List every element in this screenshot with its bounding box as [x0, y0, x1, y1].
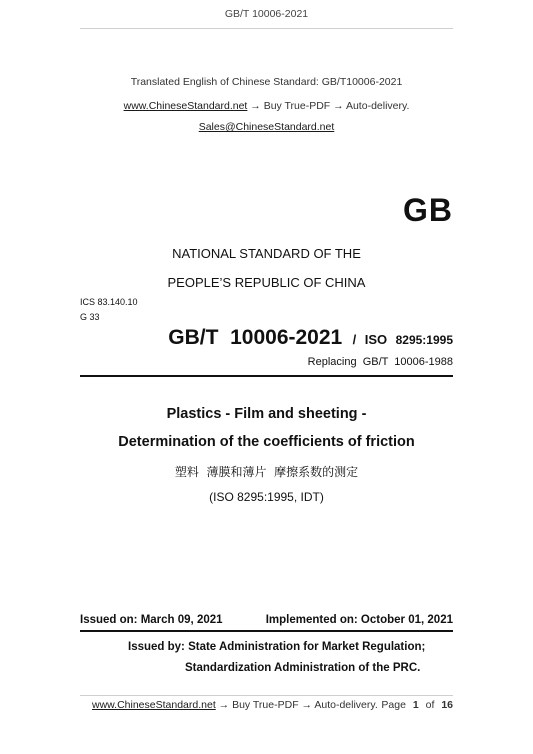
iso-equivalence: (ISO 8295:1995, IDT) [209, 490, 324, 504]
issued-date: Issued on: March 09, 2021 [80, 614, 223, 626]
page-current: 1 [412, 699, 419, 711]
replacing-note: Replacing GB/T 10006-1988 [307, 356, 453, 368]
running-header: GB/T 10006-2021 [224, 8, 309, 20]
dates-divider [80, 630, 453, 632]
iso-prefix: ISO [364, 332, 388, 347]
title-divider [80, 375, 453, 377]
site-link[interactable]: www.ChineseStandard.net [123, 100, 248, 112]
title-chinese: 塑料 薄膜和薄片 摩擦系数的测定 [174, 465, 359, 479]
title-line-1: Plastics - Film and sheeting - [166, 406, 367, 422]
footer-site-link[interactable]: www.ChineseStandard.net [92, 699, 216, 711]
national-line-2: PEOPLE’S REPUBLIC OF CHINA [167, 275, 366, 290]
national-line-1: NATIONAL STANDARD OF THE [172, 246, 361, 261]
standard-number-line [168, 326, 453, 350]
page-total: 16 [441, 699, 453, 711]
gb-logo: GB [403, 192, 453, 228]
slash: / [352, 332, 357, 347]
email-line [0, 121, 533, 133]
ics-code: ICS 83.140.10 [80, 297, 138, 307]
translation-site-line [0, 100, 533, 112]
header-divider [80, 28, 453, 29]
footer-site-line [92, 699, 378, 711]
email-link[interactable]: Sales@ChineseStandard.net [198, 121, 335, 133]
page-of: of [425, 699, 435, 711]
title-line-2: Determination of the coefficients of friction [118, 434, 415, 450]
g-code: G 33 [80, 312, 100, 322]
implemented-date: Implemented on: October 01, 2021 [265, 614, 453, 626]
standard-number: GB/T 10006-2021 [168, 326, 343, 349]
footer-site-suffix: → Buy True-PDF → Auto-delivery. [215, 699, 378, 711]
issuer-line-2: Standardization Administration of the PRC. [185, 662, 421, 674]
translation-notice: Translated English of Chinese Standard: GB/T10006-2021 [130, 76, 403, 88]
site-suffix: → Buy True-PDF → Auto-delivery. [247, 100, 410, 112]
footer-divider [80, 695, 453, 696]
iso-number: 8295:1995 [395, 333, 453, 347]
page-indicator [381, 699, 453, 711]
issuer-line-1: Issued by: State Administration for Market Regulation; [128, 641, 426, 653]
page-label: Page [381, 699, 406, 711]
